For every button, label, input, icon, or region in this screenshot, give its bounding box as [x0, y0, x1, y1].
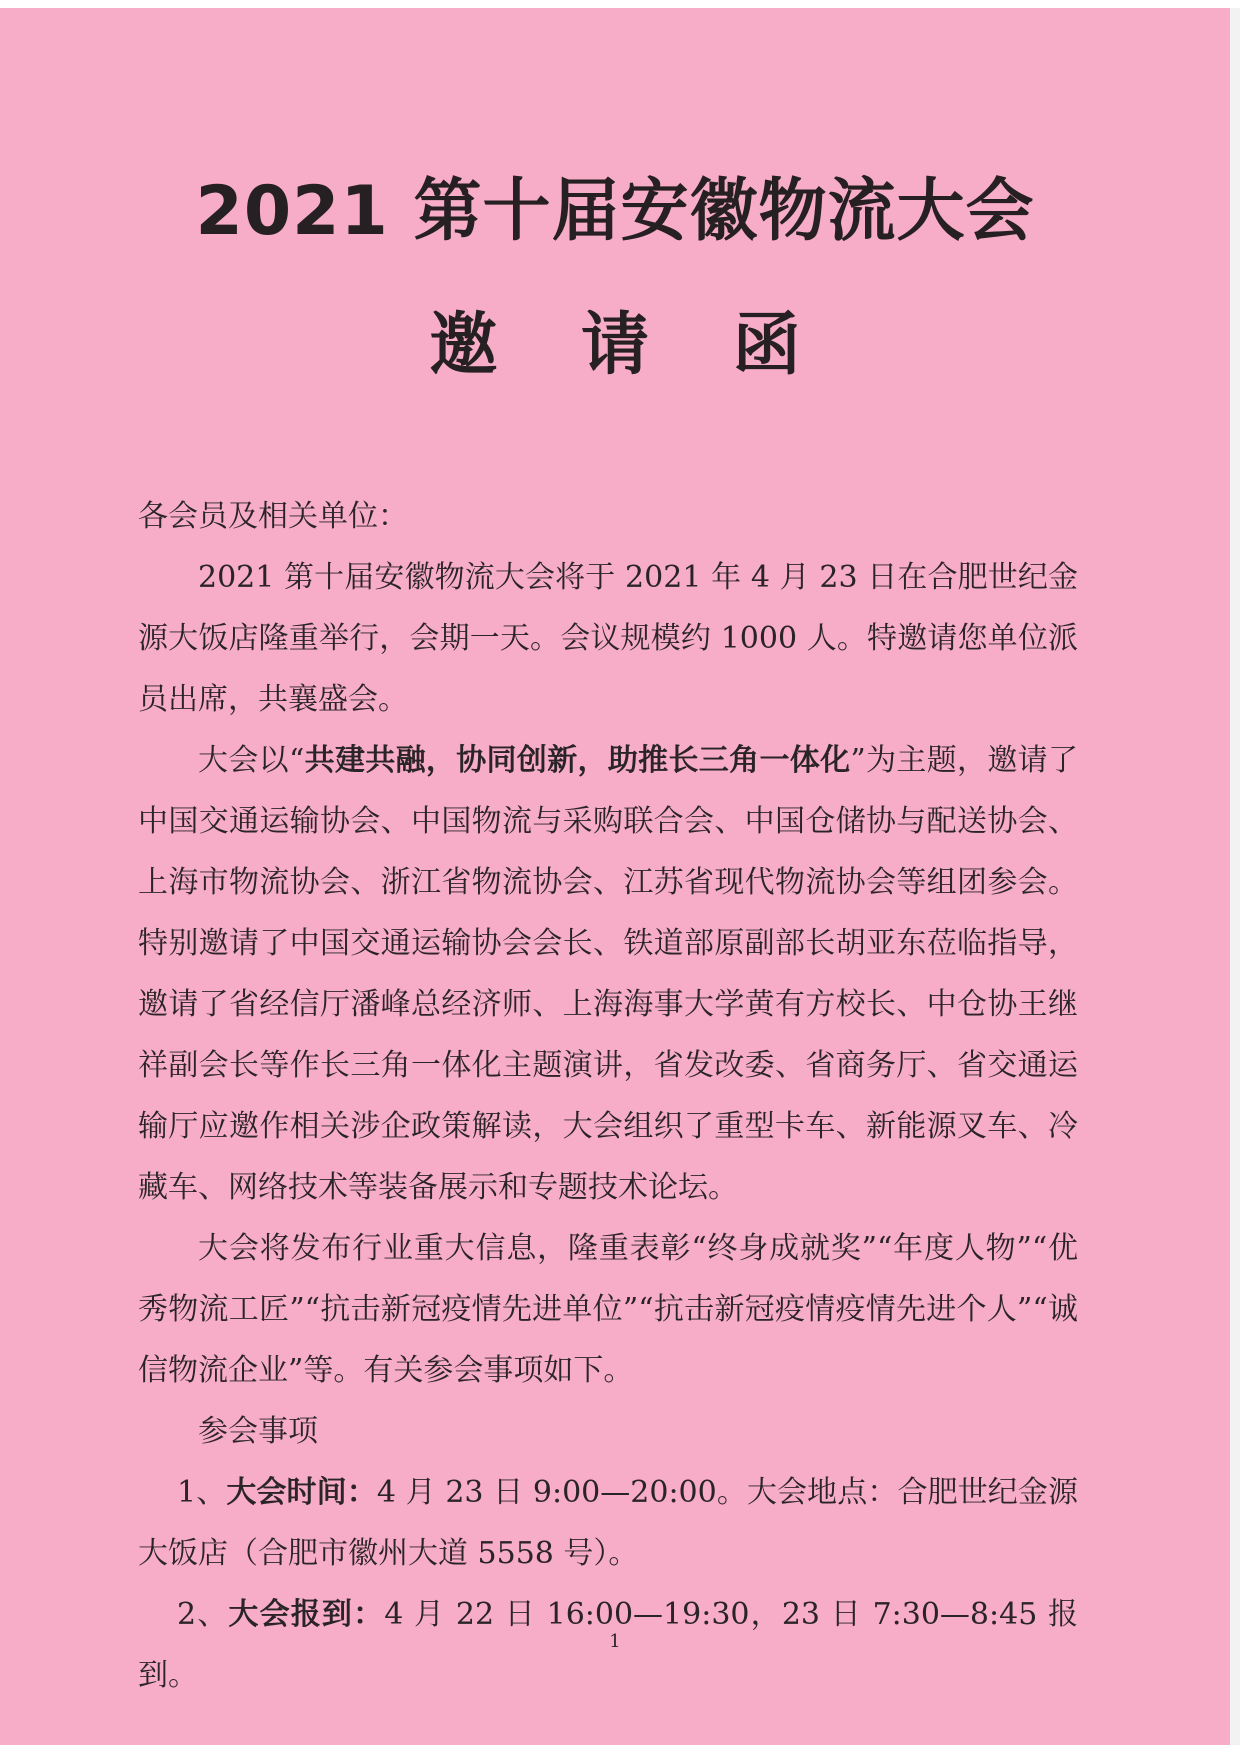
- document-page: [0, 8, 1230, 1745]
- paragraph-awards: 大会将发布行业重大信息，隆重表彰“终身成就奖”“年度人物”“优秀物流工匠”“抗击新冠疫情先进单位”“抗击新冠疫情疫情先进个人”“诚信物流企业”等。有关参会事项如下。: [138, 1231, 1078, 1388]
- item-number: 1、: [177, 1475, 227, 1510]
- paragraph-intro: 2021 第十届安徽物流大会将于 2021 年 4 月 23 日在合肥世纪金源大饭店隆重举行，会期一天。会议规模约 1000 人。特邀请您单位派员出席，共襄盛会。: [138, 560, 1078, 717]
- paragraph-theme: [138, 730, 1078, 1218]
- scan-edge: [1230, 8, 1240, 1745]
- theme-text: 共建共融，协同创新，助推长三角一体化: [304, 743, 851, 778]
- section-heading: 参会事项: [198, 1414, 318, 1449]
- theme-rest: ”为主题，邀请了中国交通运输协会、中国物流与采购联合会、中国仓储协与配送协会、上海市物流协会、浙江省物流协会、江苏省现代物流协会等组团参会。特别邀请了中国交通运输协会会长、铁道部原副部长胡亚东莅临指导，邀请了省经信厅潘峰总经济师、上海海事大学黄有方校长、中仓协王继祥副会长等作长三角一体化主题演讲，省发改委、省商务厅、省交通运输厅应邀作相关涉企政策解读，大会组织了重型卡车、新能源叉车、冷藏车、网络技术等装备展示和专题技术论坛。: [138, 743, 1079, 1205]
- item-label: 大会报到：: [228, 1597, 385, 1632]
- salutation: 各会员及相关单位：: [138, 499, 408, 534]
- document-title: 2021 第十届安徽物流大会: [195, 172, 1035, 251]
- document-body: [138, 486, 1078, 1706]
- list-item: [138, 1462, 1078, 1584]
- item-number: 2、: [177, 1597, 229, 1632]
- document-subtitle: 邀 请 函: [429, 306, 831, 385]
- item-label: 大会时间：: [226, 1475, 377, 1510]
- item-text: 4 月 22 日 16:00—19:30，23 日 7:30—8:45 报到。: [138, 1597, 1079, 1693]
- theme-prefix: 大会以“: [198, 743, 305, 778]
- page-number: 1: [609, 1631, 621, 1652]
- item-text: 4 月 23 日 9:00—20:00。大会地点：合肥世纪金源大饭店（合肥市徽州大道 5558 号）。: [138, 1475, 1079, 1571]
